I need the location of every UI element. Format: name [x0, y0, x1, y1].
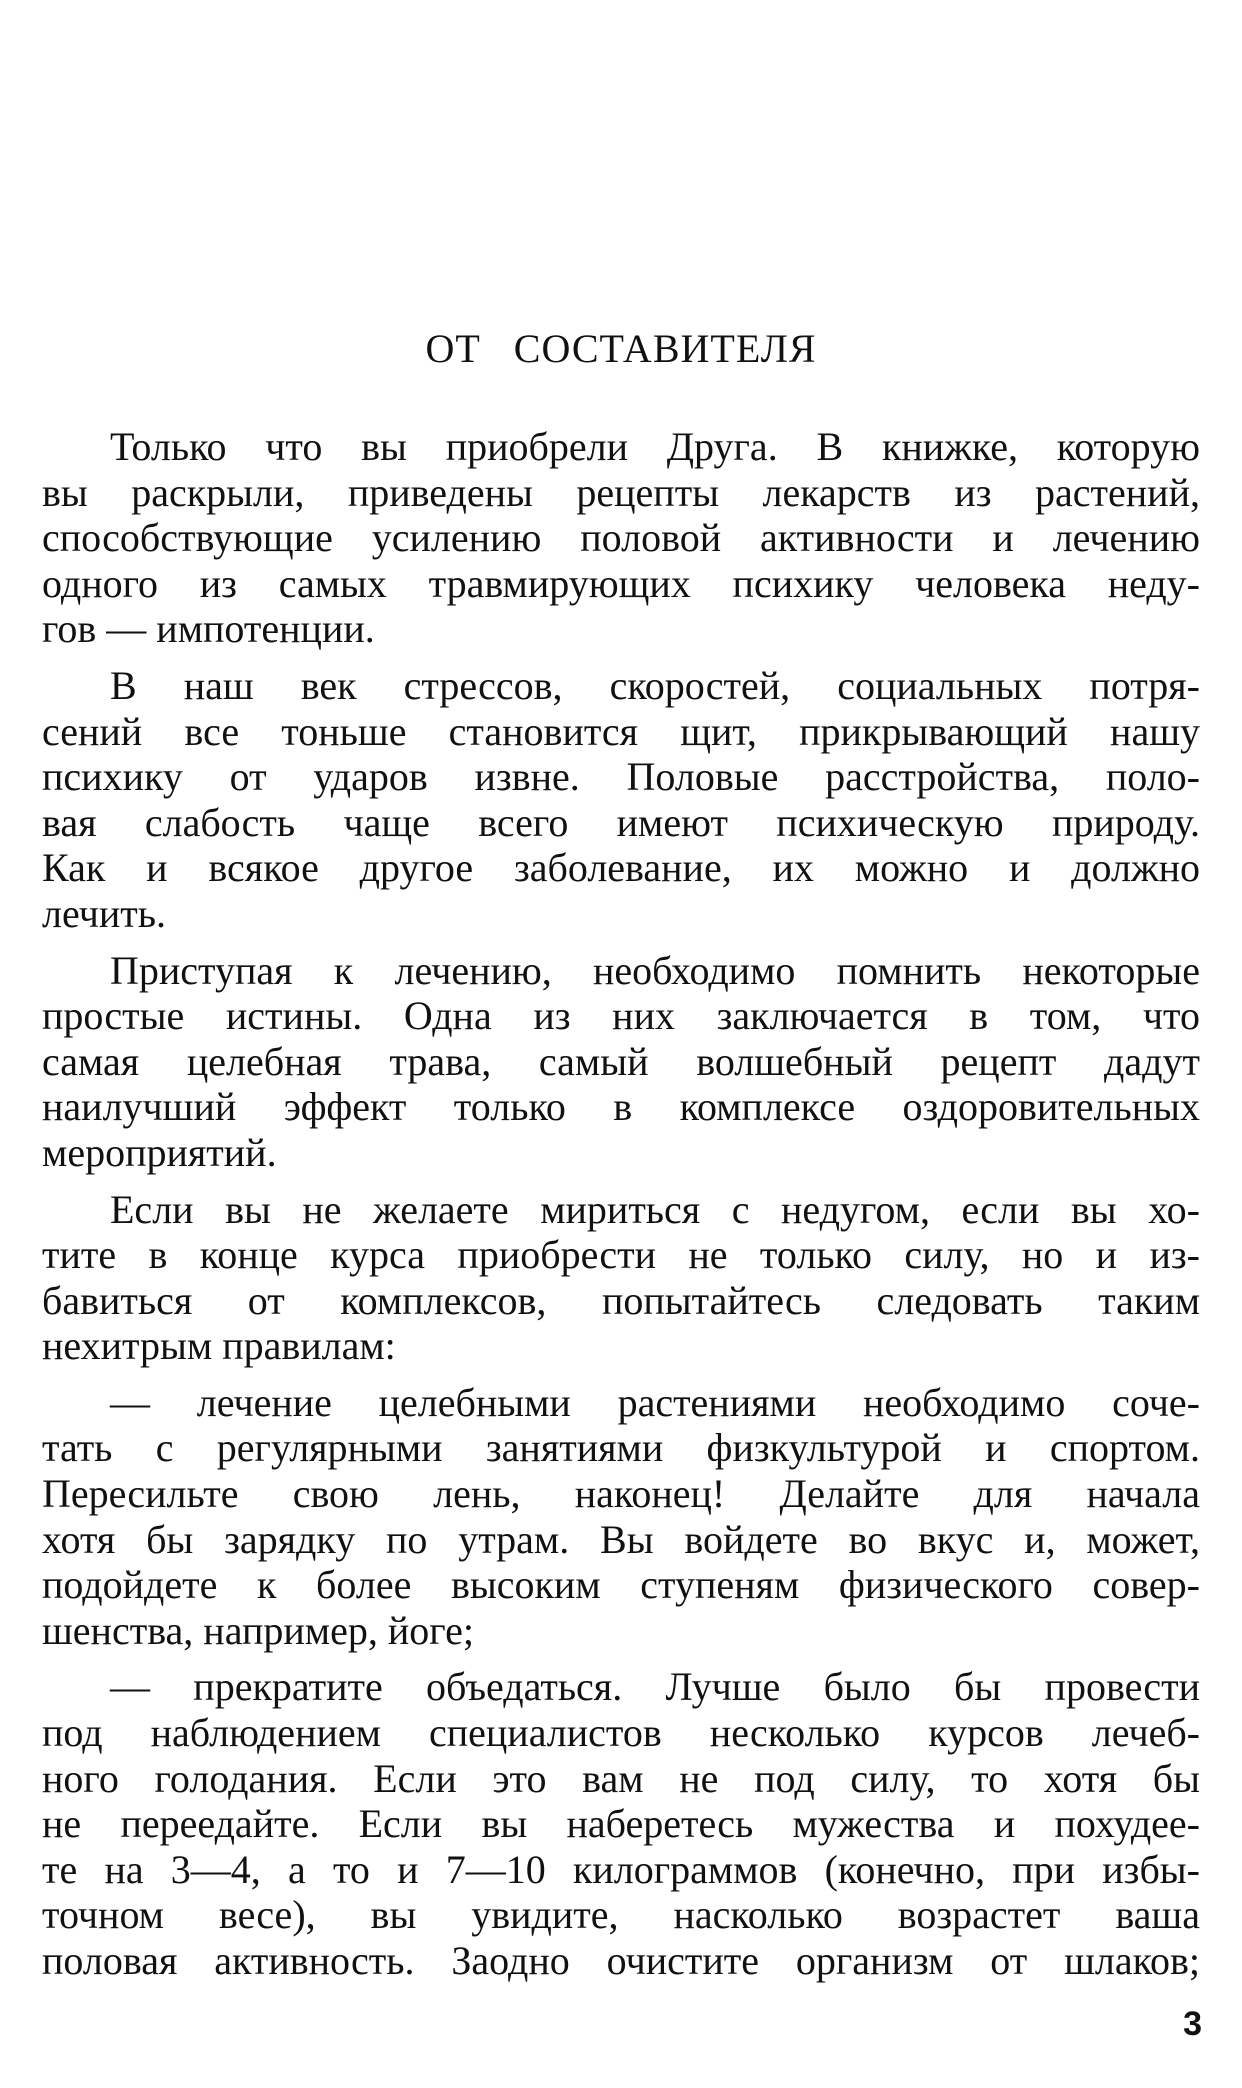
text-line: вая слабость чаще всего имеют психическую природу. — [42, 799, 1200, 845]
text-line: подойдете к более высоким ступеням физического совер- — [42, 1562, 1200, 1608]
text-line: мероприятий. — [42, 1129, 277, 1175]
paragraph — [42, 1664, 1200, 1983]
text-line: гов — импотенции. — [42, 606, 375, 652]
page-number: 3 — [1183, 2005, 1202, 2043]
text-line: сений все тоньше становится щит, прикрывающий нашу — [42, 708, 1200, 754]
text-line: те на 3—4, а то и 7—10 килограммов (конечно, при избы- — [42, 1846, 1200, 1892]
text-line: точном весе), вы увидите, насколько возрастет ваша — [42, 1892, 1200, 1938]
text-line: Если вы не желаете мириться с недугом, если вы хо- — [110, 1186, 1200, 1232]
text-line: самая целебная трава, самый волшебный рецепт дадут — [42, 1038, 1200, 1084]
text-line: ного голодания. Если это вам не под силу, то хотя бы — [42, 1755, 1200, 1801]
paragraph — [42, 948, 1200, 1176]
paragraph — [42, 1187, 1200, 1369]
body-text — [42, 424, 1200, 1995]
text-line: одного из самых травмирующих психику человека неду- — [42, 560, 1200, 606]
text-line: под наблюдением специалистов несколько курсов лечеб- — [42, 1710, 1200, 1756]
text-line: психику от ударов извне. Половые расстройства, поло- — [42, 754, 1200, 800]
text-line: половая активность. Заодно очистите организм от шлаков; — [42, 1938, 1200, 1983]
text-line: шенства, например, йоге; — [42, 1607, 474, 1653]
text-line: В наш век стрессов, скоростей, социальных потря- — [110, 662, 1200, 708]
text-line: вы раскрыли, приведены рецепты лекарств из растений, — [42, 469, 1200, 515]
text-line: Как и всякое другое заболевание, их можно и должно — [42, 845, 1200, 891]
text-line: тите в конце курса приобрести не только силу, но и из- — [42, 1232, 1200, 1278]
text-line: — лечение целебными растениями необходимо соче- — [110, 1379, 1200, 1425]
text-line: тать с регулярными занятиями физкультурой и спортом. — [42, 1425, 1200, 1471]
text-line: лечить. — [42, 890, 166, 936]
text-line: бавиться от комплексов, попытайтесь следовать таким — [42, 1277, 1200, 1323]
text-line: Только что вы приобрели Друга. В книжке, которую — [110, 424, 1200, 469]
text-line: простые истины. Одна из них заключается в том, что — [42, 993, 1200, 1039]
text-line: — прекратите объедаться. Лучше было бы провести — [110, 1664, 1200, 1710]
text-line: не переедайте. Если вы наберетесь мужества и похудее- — [42, 1801, 1200, 1847]
text-line: наилучший эффект только в комплексе оздоровительных — [42, 1084, 1200, 1130]
text-line: хотя бы зарядку по утрам. Вы войдете во вкус и, может, — [42, 1516, 1200, 1562]
paragraph — [42, 663, 1200, 937]
paragraph — [42, 424, 1200, 652]
text-line: Пересильте свою лень, наконец! Делайте для начала — [42, 1471, 1200, 1517]
chapter-title: ОТ СОСТАВИТЕЛЯ — [425, 326, 817, 371]
text-line: Приступая к лечению, необходимо помнить некоторые — [110, 947, 1200, 993]
paragraph — [42, 1380, 1200, 1654]
text-line: способствующие усилению половой активности и лечению — [42, 515, 1200, 561]
text-line: нехитрым правилам: — [42, 1323, 396, 1369]
